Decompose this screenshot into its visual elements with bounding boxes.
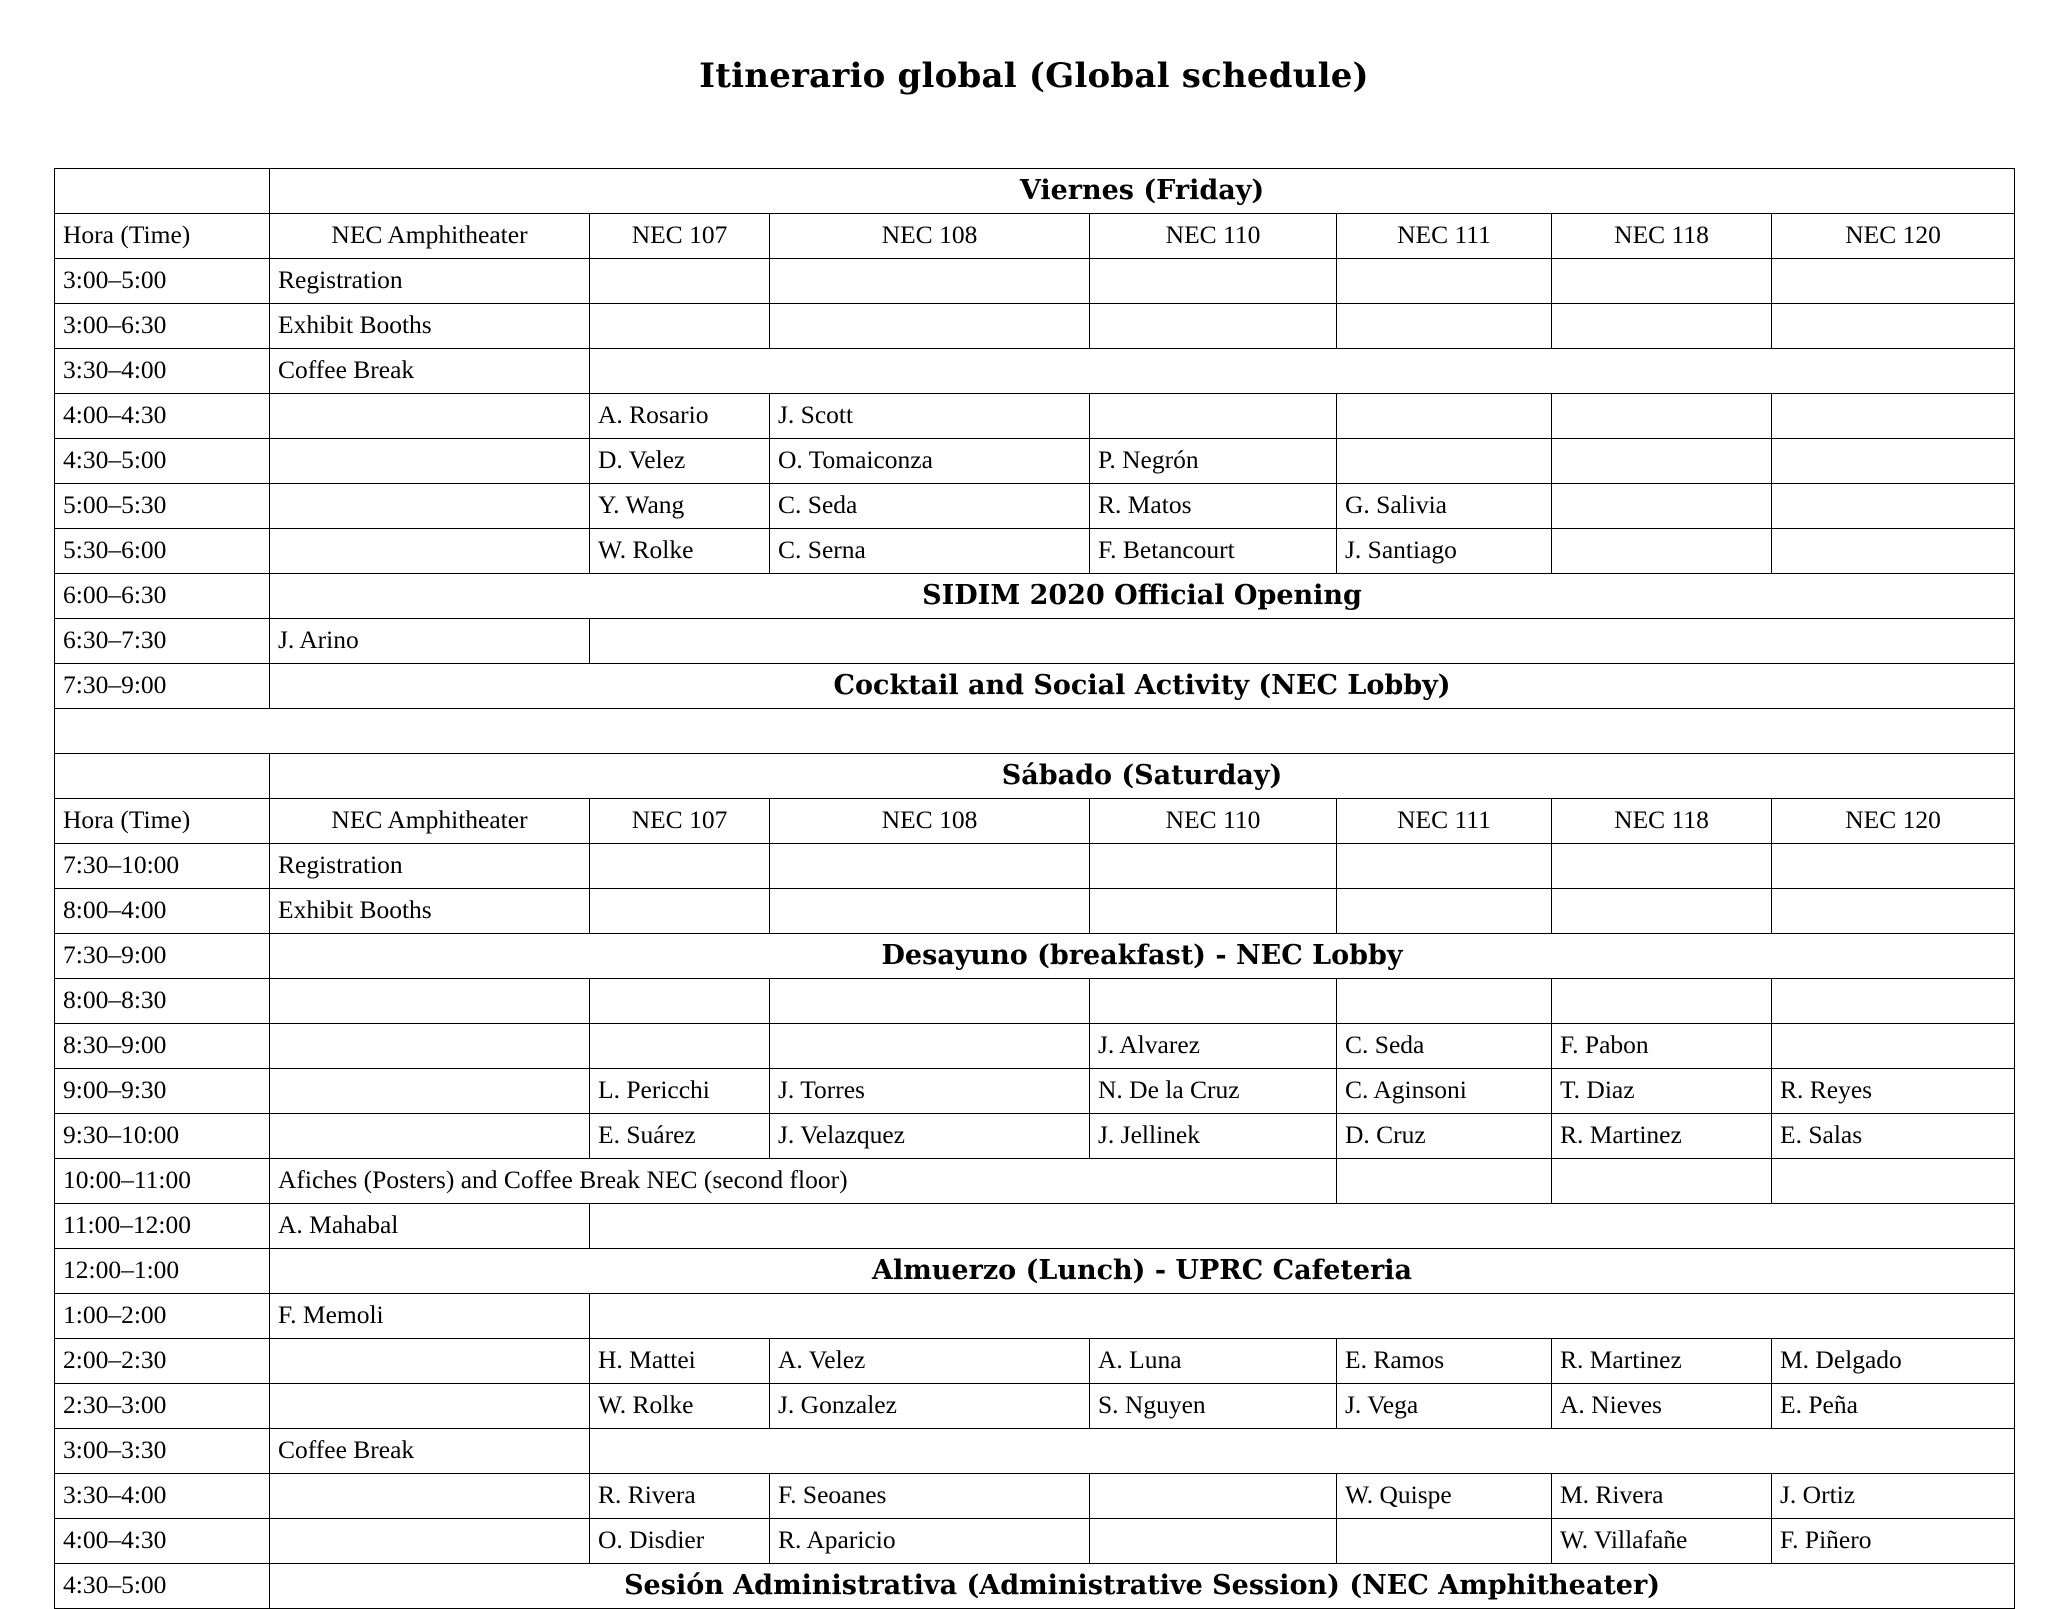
session-cell [1337,394,1552,439]
session-cell [1772,889,2015,934]
amphitheater-cell: F. Memoli [270,1294,590,1339]
session-cell [1337,1519,1552,1564]
session-cell [770,259,1090,304]
session-cell [1552,259,1772,304]
session-cell [1090,979,1337,1024]
table-row [55,1474,2015,1519]
session-cell [1772,259,2015,304]
schedule-table-wrapper [54,96,2014,1609]
time-cell: 3:30–4:00 [55,349,270,394]
session-cell [270,1519,590,1564]
session-cell: J. Velazquez [770,1114,1090,1159]
table-row [55,844,2015,889]
session-cell [270,1024,590,1069]
session-cell [590,259,770,304]
time-cell: 6:00–6:30 [55,574,270,619]
table-row [55,889,2015,934]
session-cell: R. Matos [1090,484,1337,529]
time-cell: 7:30–9:00 [55,934,270,979]
session-cell: C. Seda [1337,1024,1552,1069]
session-cell: J. Jellinek [1090,1114,1337,1159]
day-header-spacer [55,169,270,214]
session-cell: M. Delgado [1772,1339,2015,1384]
time-cell: 3:30–4:00 [55,1474,270,1519]
column-header-5: NEC 111 [1337,799,1552,844]
time-cell: 3:00–6:30 [55,304,270,349]
session-cell: D. Velez [590,439,770,484]
time-cell: 10:00–11:00 [55,1159,270,1204]
session-cell [1090,1474,1337,1519]
table-row [55,304,2015,349]
time-cell: 7:30–10:00 [55,844,270,889]
column-header-2: NEC 107 [590,799,770,844]
table-row [55,1294,2015,1339]
session-cell [770,889,1090,934]
table-row [55,664,2015,709]
time-cell: 12:00–1:00 [55,1249,270,1294]
time-cell: 5:00–5:30 [55,484,270,529]
table-row [55,1384,2015,1429]
column-header-row [55,214,2015,259]
time-cell: 11:00–12:00 [55,1204,270,1249]
full-width-event-cell: SIDIM 2020 Official Opening [270,574,2015,619]
session-cell [1772,844,2015,889]
time-cell: 2:00–2:30 [55,1339,270,1384]
session-cell [1337,439,1552,484]
session-cell [270,979,590,1024]
day-header-row [55,169,2015,214]
full-width-event-cell: Desayuno (breakfast) - NEC Lobby [270,934,2015,979]
table-row [55,934,2015,979]
session-cell [270,1384,590,1429]
session-cell: J. Vega [1337,1384,1552,1429]
session-cell [1552,979,1772,1024]
session-cell: A. Rosario [590,394,770,439]
session-cell: W. Quispe [1337,1474,1552,1519]
session-cell: O. Disdier [590,1519,770,1564]
session-cell [590,304,770,349]
session-cell [1337,1159,1552,1204]
column-header-1: NEC Amphitheater [270,799,590,844]
session-cell [1552,394,1772,439]
column-header-row [55,799,2015,844]
empty-span-cell [590,349,2015,394]
day-header-label: Viernes (Friday) [270,169,2015,214]
time-cell: 4:00–4:30 [55,394,270,439]
table-gap-row [55,709,2015,754]
table-row [55,619,2015,664]
table-row [55,1429,2015,1474]
session-cell [1090,304,1337,349]
table-row [55,1114,2015,1159]
time-cell: 5:30–6:00 [55,529,270,574]
table-row [55,259,2015,304]
session-cell: T. Diaz [1552,1069,1772,1114]
time-cell: 2:30–3:00 [55,1384,270,1429]
session-cell [1772,1159,2015,1204]
session-cell [590,1024,770,1069]
session-cell [1552,304,1772,349]
column-header-4: NEC 110 [1090,214,1337,259]
session-cell [1337,304,1552,349]
session-cell [770,844,1090,889]
column-header-3: NEC 108 [770,214,1090,259]
table-row [55,349,2015,394]
session-cell [1090,844,1337,889]
table-gap-cell [55,709,2015,754]
time-cell: 4:30–5:00 [55,1564,270,1609]
session-cell [1090,394,1337,439]
session-cell [270,1474,590,1519]
table-row [55,1024,2015,1069]
empty-span-cell [590,1429,2015,1474]
amphitheater-cell: A. Mahabal [270,1204,590,1249]
table-row [55,1159,2015,1204]
session-cell [1552,529,1772,574]
session-cell [1552,889,1772,934]
time-cell: 9:30–10:00 [55,1114,270,1159]
full-width-event-cell: Sesión Administrativa (Administrative Session) (NEC Amphitheater) [270,1564,2015,1609]
column-header-4: NEC 110 [1090,799,1337,844]
session-cell: F. Piñero [1772,1519,2015,1564]
session-cell: M. Rivera [1552,1474,1772,1519]
time-cell: 7:30–9:00 [55,664,270,709]
table-row [55,1519,2015,1564]
session-cell: F. Seoanes [770,1474,1090,1519]
session-cell [1772,439,2015,484]
session-cell: C. Aginsoni [1337,1069,1552,1114]
session-cell [270,484,590,529]
time-cell: 6:30–7:30 [55,619,270,664]
empty-span-cell [590,1204,2015,1249]
session-cell: W. Rolke [590,1384,770,1429]
amphitheater-cell: J. Arino [270,619,590,664]
table-row [55,1249,2015,1294]
session-cell [270,394,590,439]
column-header-0: Hora (Time) [55,214,270,259]
column-header-6: NEC 118 [1552,214,1772,259]
session-cell: F. Pabon [1552,1024,1772,1069]
session-cell [270,529,590,574]
session-cell [770,1024,1090,1069]
session-cell [1552,439,1772,484]
session-cell [770,979,1090,1024]
session-cell [1772,529,2015,574]
session-cell: Registration [270,259,590,304]
table-row [55,574,2015,619]
time-cell: 8:00–8:30 [55,979,270,1024]
session-cell: C. Seda [770,484,1090,529]
session-cell: L. Pericchi [590,1069,770,1114]
session-cell: E. Peña [1772,1384,2015,1429]
session-cell: E. Salas [1772,1114,2015,1159]
table-row [55,1204,2015,1249]
wide-event-cell: Afiches (Posters) and Coffee Break NEC (second floor) [270,1159,1337,1204]
time-cell: 9:00–9:30 [55,1069,270,1114]
session-cell [1337,889,1552,934]
time-cell: 1:00–2:00 [55,1294,270,1339]
session-cell: H. Mattei [590,1339,770,1384]
time-cell: 4:00–4:30 [55,1519,270,1564]
table-row [55,1069,2015,1114]
session-cell [1552,844,1772,889]
column-header-7: NEC 120 [1772,799,2015,844]
session-cell [590,844,770,889]
session-cell [1090,1519,1337,1564]
session-cell [1337,259,1552,304]
session-cell: A. Nieves [1552,1384,1772,1429]
time-cell: 4:30–5:00 [55,439,270,484]
table-row [55,1564,2015,1609]
session-cell [1337,844,1552,889]
session-cell: J. Alvarez [1090,1024,1337,1069]
day-header-row [55,754,2015,799]
empty-span-cell [590,619,2015,664]
amphitheater-cell: Coffee Break [270,1429,590,1474]
session-cell: P. Negrón [1090,439,1337,484]
session-cell [1552,484,1772,529]
day-header-label: Sábado (Saturday) [270,754,2015,799]
session-cell [1552,1159,1772,1204]
column-header-7: NEC 120 [1772,214,2015,259]
session-cell [590,979,770,1024]
table-row [55,1339,2015,1384]
time-cell: 3:00–3:30 [55,1429,270,1474]
session-cell [770,304,1090,349]
column-header-5: NEC 111 [1337,214,1552,259]
session-cell [270,1069,590,1114]
session-cell: R. Reyes [1772,1069,2015,1114]
session-cell: R. Rivera [590,1474,770,1519]
session-cell [1772,484,2015,529]
session-cell: Registration [270,844,590,889]
session-cell [1772,304,2015,349]
session-cell: D. Cruz [1337,1114,1552,1159]
table-row [55,979,2015,1024]
empty-span-cell [590,1294,2015,1339]
table-row [55,484,2015,529]
session-cell: A. Velez [770,1339,1090,1384]
session-cell: N. De la Cruz [1090,1069,1337,1114]
session-cell [1772,1024,2015,1069]
column-header-0: Hora (Time) [55,799,270,844]
session-cell: R. Martinez [1552,1339,1772,1384]
session-cell: W. Villafañe [1552,1519,1772,1564]
page-title: Itinerario global (Global schedule) [699,56,1369,96]
session-cell [1772,979,2015,1024]
session-cell: Exhibit Booths [270,889,590,934]
session-cell [1772,394,2015,439]
session-cell: R. Aparicio [770,1519,1090,1564]
full-width-event-cell: Almuerzo (Lunch) - UPRC Cafeteria [270,1249,2015,1294]
full-width-event-cell: Cocktail and Social Activity (NEC Lobby) [270,664,2015,709]
session-cell: Y. Wang [590,484,770,529]
session-cell: J. Scott [770,394,1090,439]
session-cell [1090,889,1337,934]
column-header-2: NEC 107 [590,214,770,259]
session-cell [270,1339,590,1384]
amphitheater-cell: Coffee Break [270,349,590,394]
column-header-6: NEC 118 [1552,799,1772,844]
session-cell: E. Suárez [590,1114,770,1159]
session-cell [270,439,590,484]
table-row [55,439,2015,484]
time-cell: 3:00–5:00 [55,259,270,304]
time-cell: 8:00–4:00 [55,889,270,934]
session-cell: J. Gonzalez [770,1384,1090,1429]
day-header-spacer [55,754,270,799]
table-row [55,394,2015,439]
session-cell [1090,259,1337,304]
session-cell: R. Martinez [1552,1114,1772,1159]
session-cell: W. Rolke [590,529,770,574]
table-row [55,529,2015,574]
session-cell: J. Torres [770,1069,1090,1114]
session-cell: O. Tomaiconza [770,439,1090,484]
session-cell: J. Ortiz [1772,1474,2015,1519]
column-header-3: NEC 108 [770,799,1090,844]
session-cell: G. Salivia [1337,484,1552,529]
column-header-1: NEC Amphitheater [270,214,590,259]
session-cell: A. Luna [1090,1339,1337,1384]
session-cell [270,1114,590,1159]
session-cell: F. Betancourt [1090,529,1337,574]
session-cell [1337,979,1552,1024]
session-cell: J. Santiago [1337,529,1552,574]
session-cell: Exhibit Booths [270,304,590,349]
session-cell: S. Nguyen [1090,1384,1337,1429]
session-cell [590,889,770,934]
session-cell: C. Serna [770,529,1090,574]
session-cell: E. Ramos [1337,1339,1552,1384]
document-page [0,56,2068,1601]
time-cell: 8:30–9:00 [55,1024,270,1069]
global-schedule-table [54,168,2015,1609]
